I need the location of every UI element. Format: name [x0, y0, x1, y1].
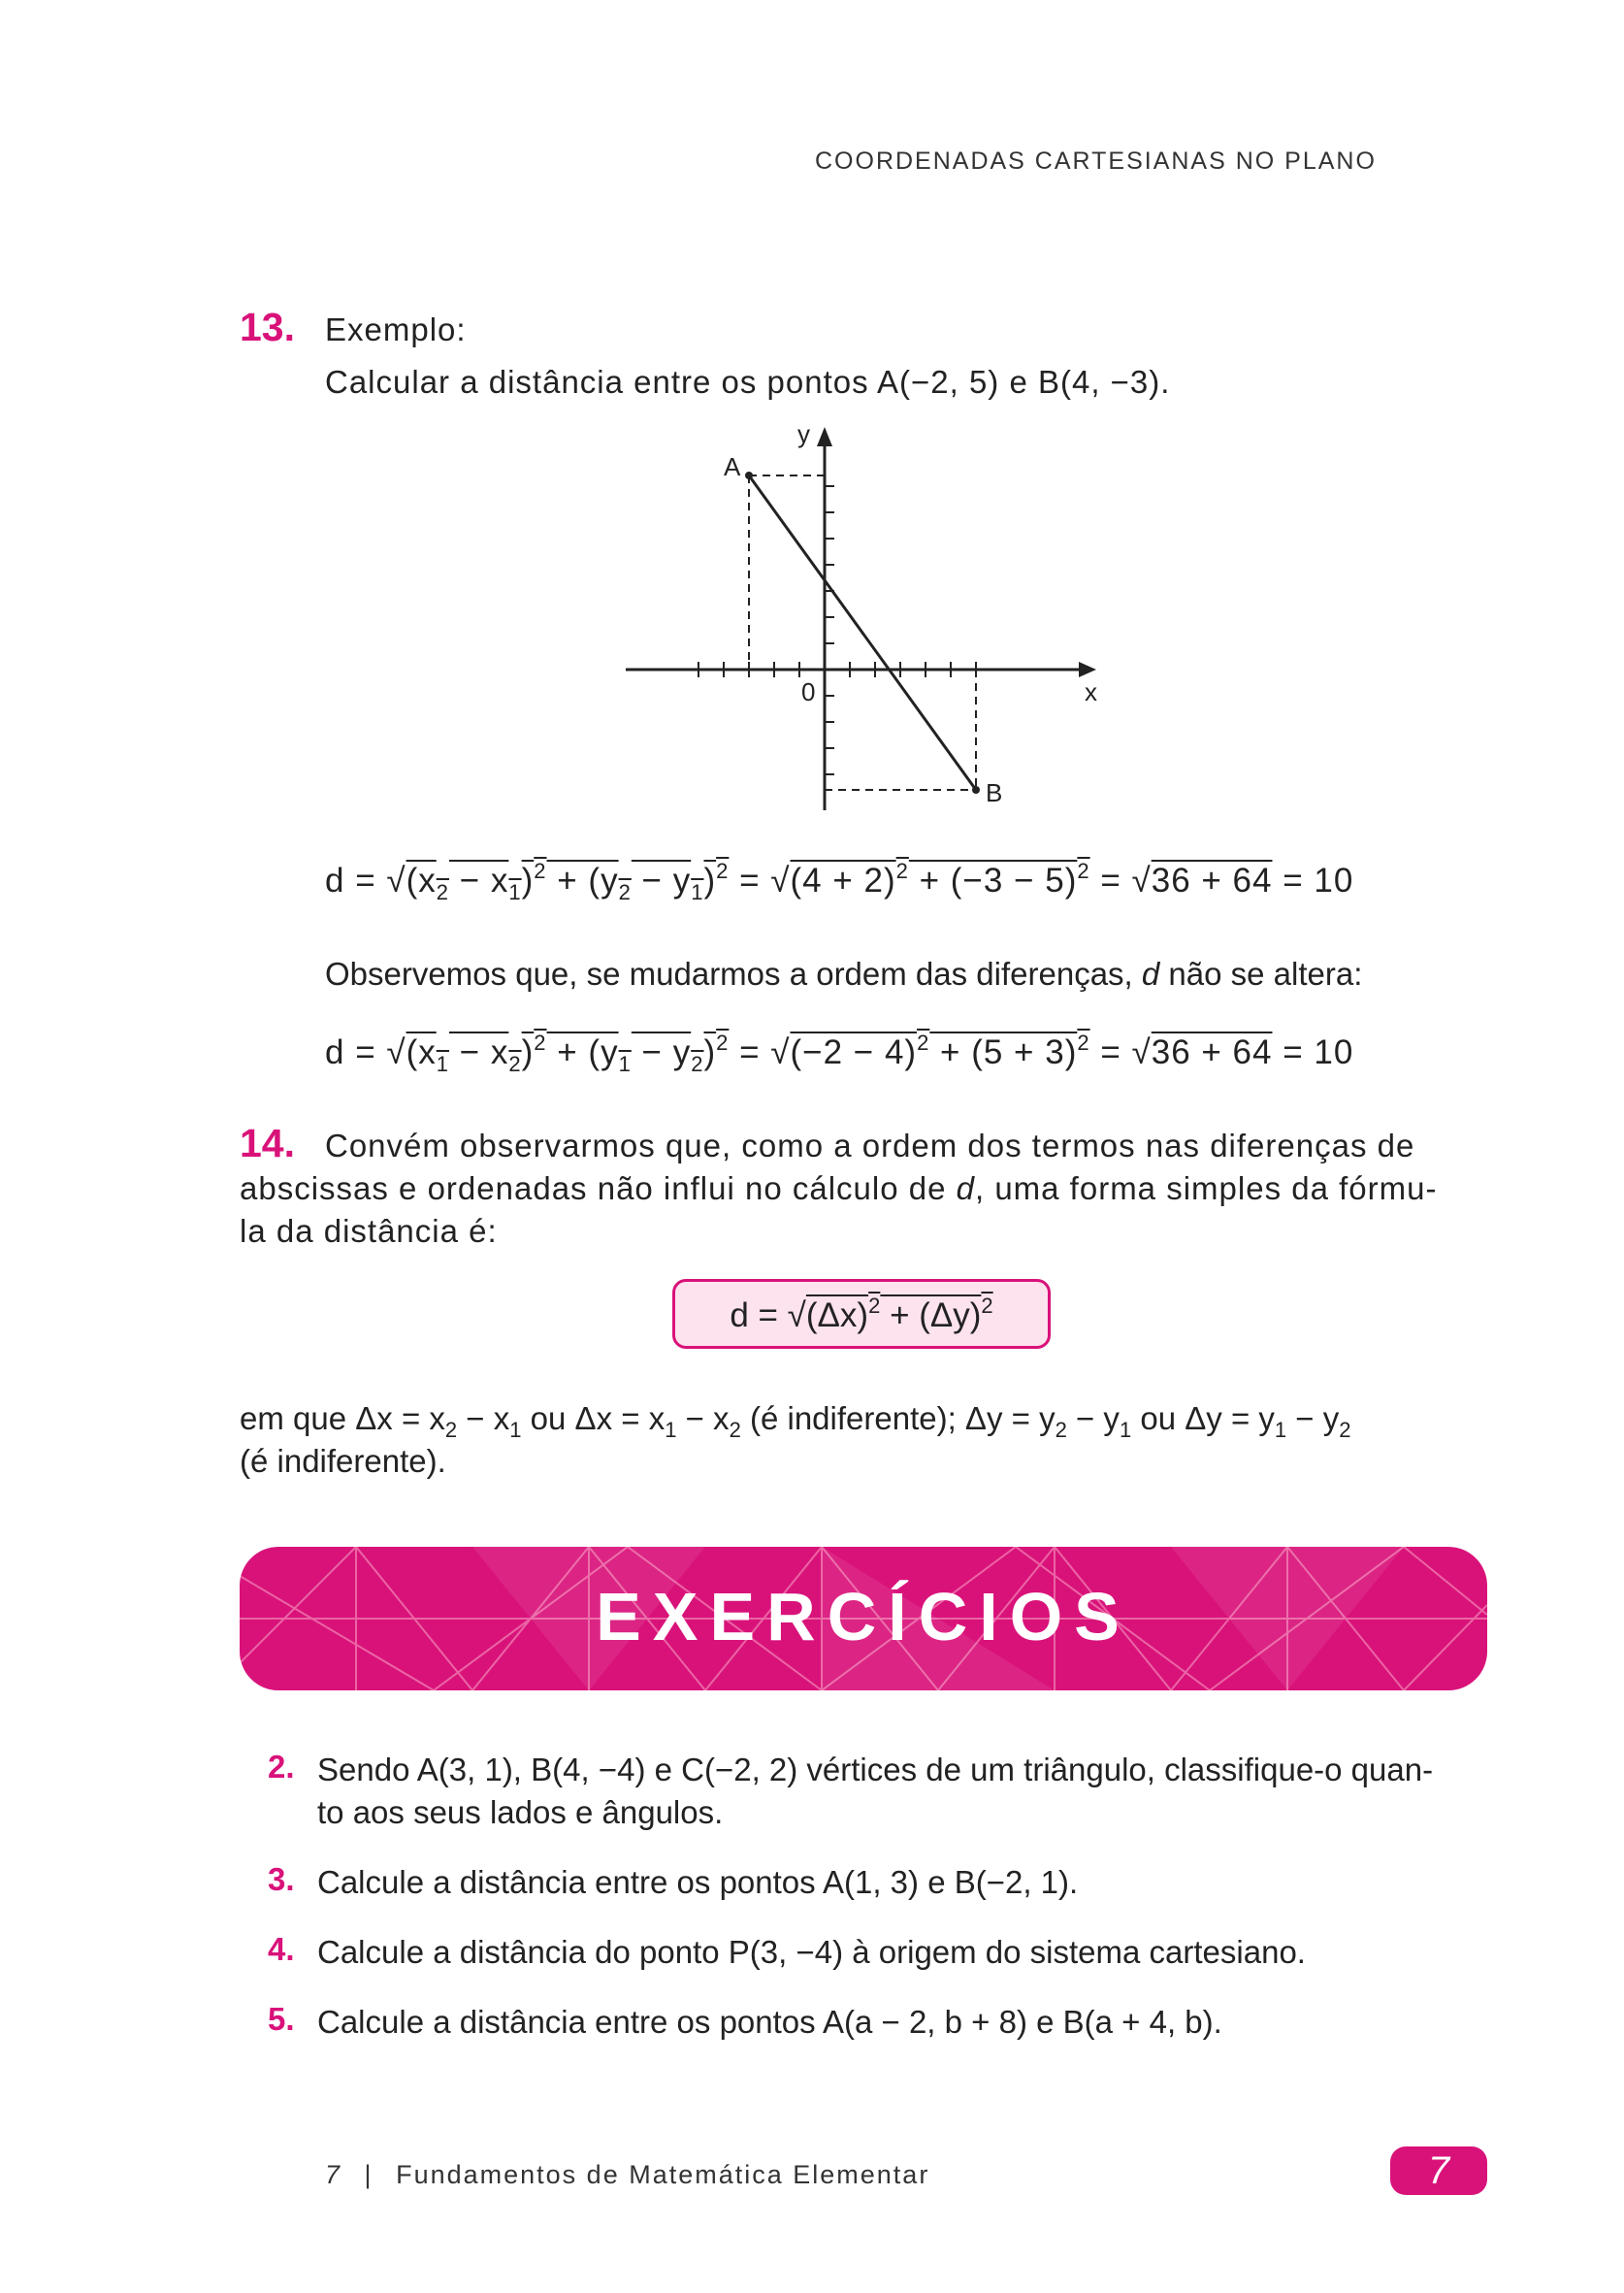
exercise-5-text: Calcule a distância entre os pontos A(a − 2, b + 8) e B(a + 4, b).	[317, 2004, 1222, 2040]
observation-text: Observemos que, se mudarmos a ordem das diferenças, d não se altera:	[325, 956, 1363, 992]
exercises-banner	[240, 1547, 1487, 1690]
footer-book-title: Fundamentos de Matemática Elementar	[396, 2160, 930, 2189]
x-axis-arrow	[1079, 662, 1096, 677]
point-a	[745, 472, 753, 479]
section-14-line1: Convém observarmos que, como a ordem dos termos nas diferenças de	[325, 1128, 1415, 1163]
section-13-prompt: Calcular a distância entre os pontos A(−2, 5) e B(4, −3).	[325, 364, 1171, 400]
distance-formula-box	[672, 1279, 1051, 1349]
exercises-title: EXERCÍCIOS	[596, 1579, 1131, 1654]
section-13-title: Exemplo:	[325, 311, 467, 347]
section-14-line2: abscissas e ordenadas não influi no cálculo de d, uma forma simples da fórmu-	[240, 1170, 1438, 1206]
page-number-badge: 7	[1390, 2146, 1487, 2195]
exercise-4-text: Calcule a distância do ponto P(3, −4) à origem do sistema cartesiano.	[317, 1934, 1306, 1970]
exercise-2-line1: Sendo A(3, 1), B(4, −4) e C(−2, 2) vértices de um triângulo, classifique-o quan-	[317, 1752, 1434, 1787]
x-axis-label: x	[1085, 677, 1097, 706]
exercise-3-number: 3.	[268, 1861, 295, 1897]
segment-ab	[749, 475, 976, 790]
point-b-label: B	[986, 778, 1003, 807]
running-head: COORDENADAS CARTESIANAS NO PLANO	[815, 147, 1377, 175]
delta-explanation-line2: (é indiferente).	[240, 1443, 446, 1479]
point-b	[972, 786, 980, 794]
section-14-number: 14.	[240, 1121, 295, 1165]
section-14-line3: la da distância é:	[240, 1213, 498, 1249]
point-a-label: A	[724, 452, 741, 481]
delta-explanation-line1: em que $\Delta x = x_2 - x_1$ ou $\Delta x = x_1 - x_2$ (é indiferente); $\Delta y = y_2 - y_1$ ou $\Delta y = y_1 - y_2$	[240, 1400, 1351, 1442]
y-axis-label: y	[797, 419, 810, 448]
footer-page-prefix: 7	[325, 2160, 342, 2189]
exercise-2-line2: to aos seus lados e ângulos.	[317, 1794, 724, 1830]
section-13-number: 13.	[240, 305, 295, 349]
exercise-2-number: 2.	[268, 1749, 295, 1785]
distance-formula-2: $d = √(x_1 - x_2)^2 + (y_1 - y_2)^2 = √(-2 - 4)^2 + (5 + 3)^2 = √36 + 64 = 10$	[325, 1031, 1354, 1076]
exercise-3-text: Calcule a distância entre os pontos A(1, 3) e B(−2, 1).	[317, 1864, 1079, 1900]
y-axis-arrow	[817, 427, 832, 446]
footer	[325, 2160, 929, 2190]
cartesian-graph	[611, 417, 1116, 825]
exercise-4-number: 4.	[268, 1931, 295, 1967]
distance-formula-1: $d = √(x_2 - x_1)^2 + (y_2 - y_1)^2 = √(4 + 2)^2 + (-3 - 5)^2 = √36 + 64 = 10$	[325, 859, 1354, 904]
footer-separator: |	[364, 2160, 374, 2189]
origin-label: 0	[801, 677, 816, 706]
distance-formula-simple: $d = √(\Delta x)^2 + (\Delta y)^2$	[730, 1294, 993, 1334]
exercise-5-number: 5.	[268, 2001, 295, 2037]
